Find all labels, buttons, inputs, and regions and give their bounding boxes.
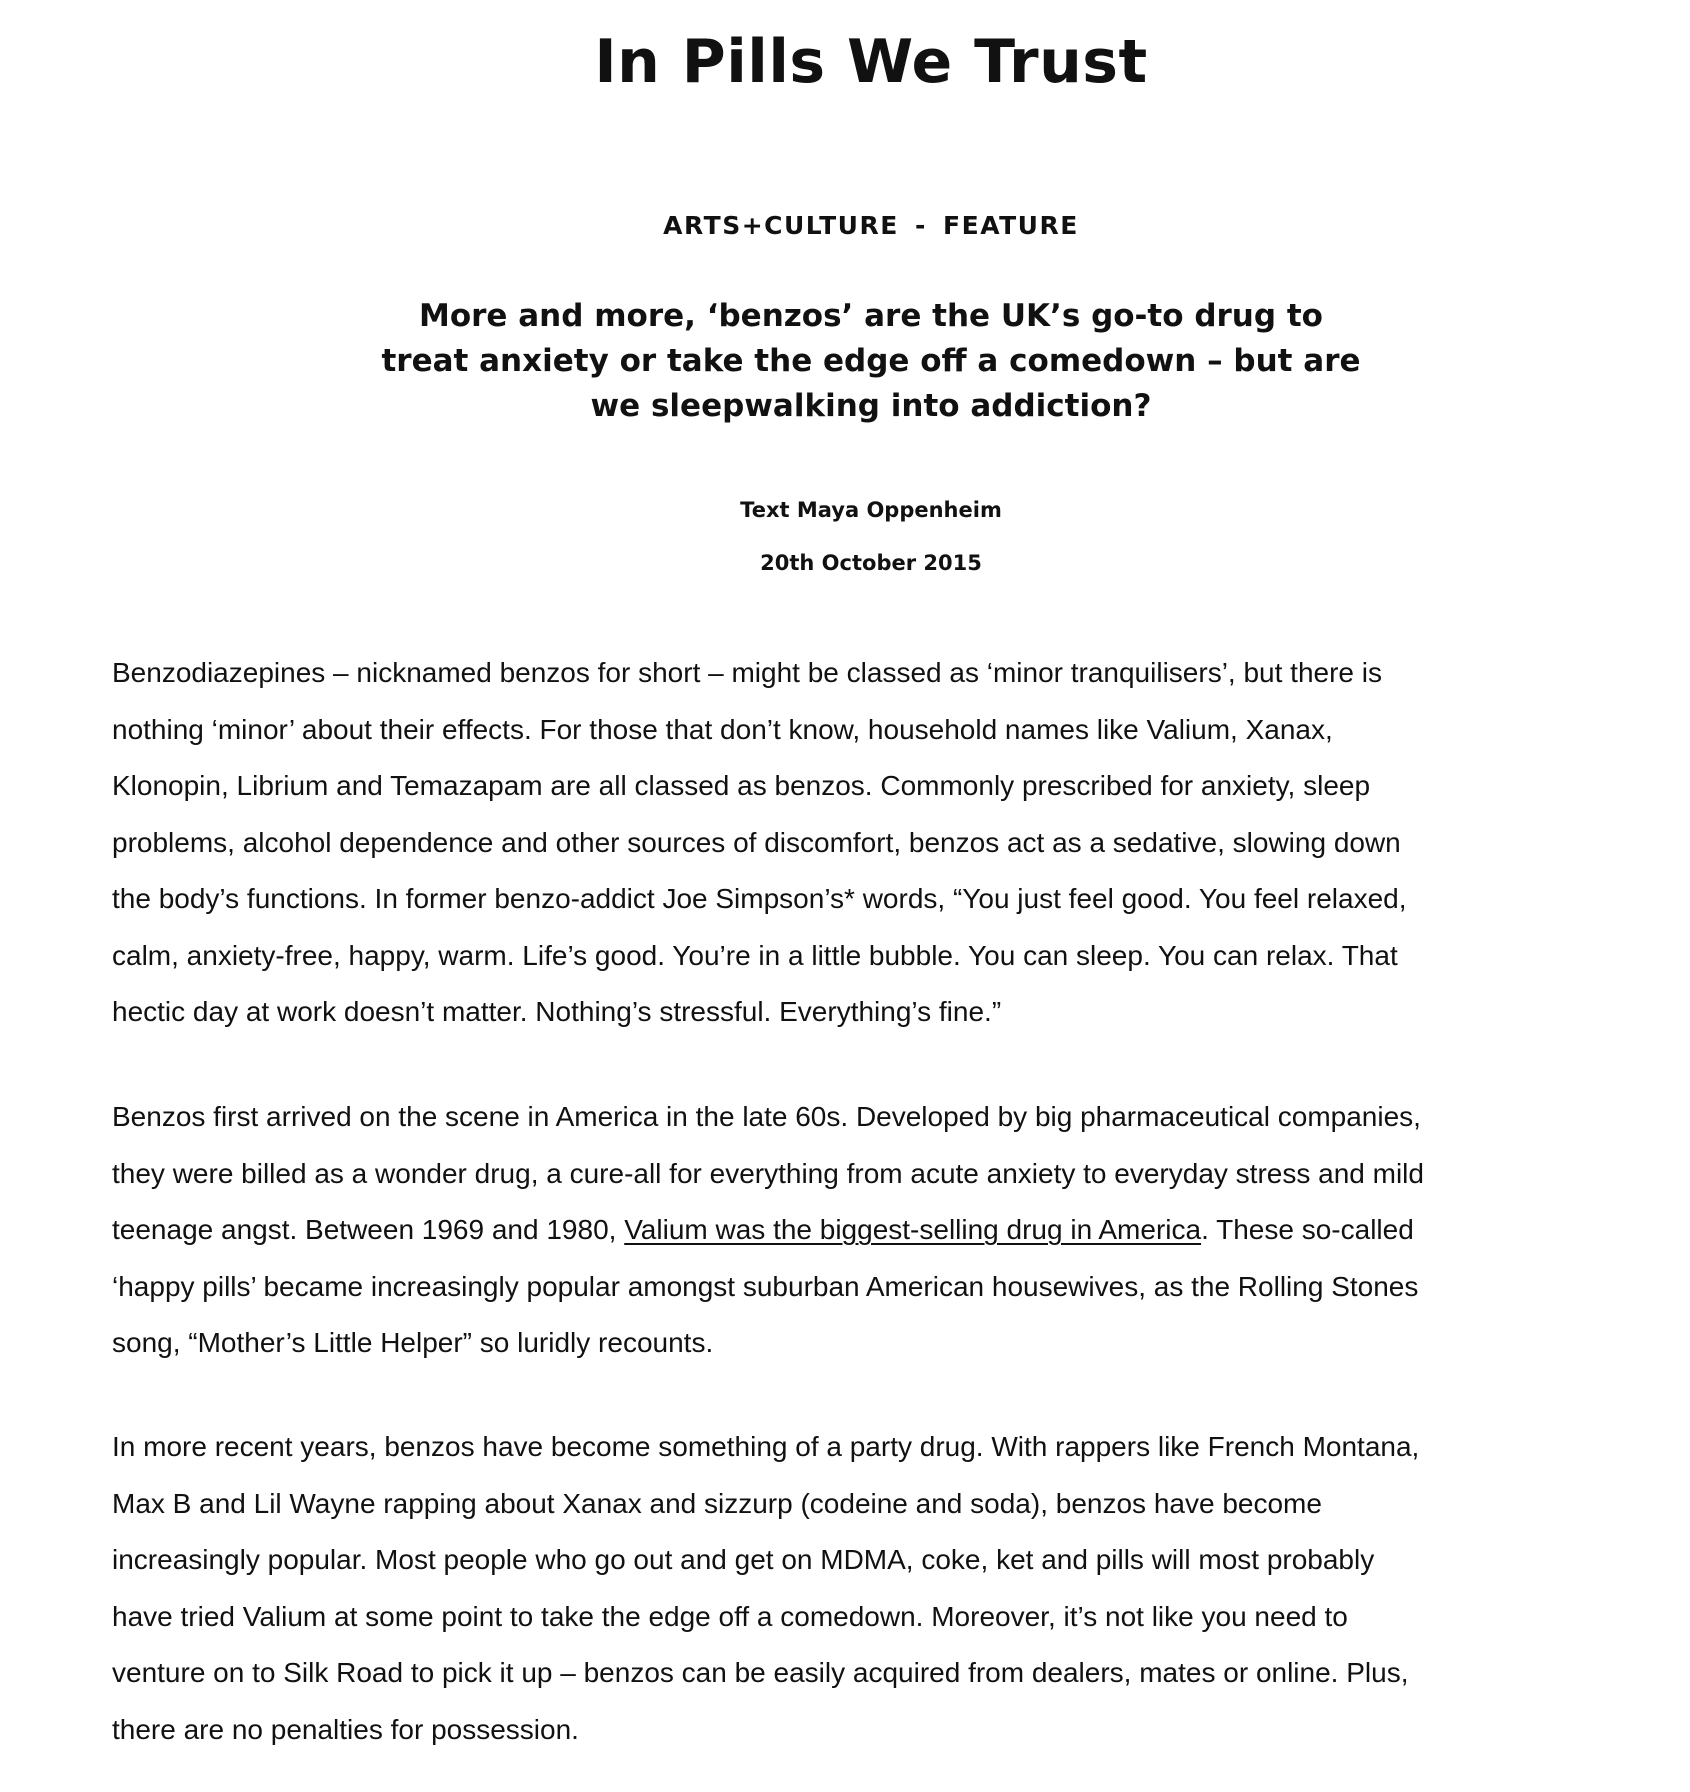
publish-date: 20th October 2015	[760, 551, 982, 575]
standfirst-line: More and more, ‘benzos’ are the UK’s go-to drug to	[419, 298, 1323, 334]
body-paragraph-3	[112, 1419, 1672, 1758]
paragraph-text: teenage angst. Between 1969 and 1980,	[112, 1214, 625, 1245]
paragraph-line: Max B and Lil Wayne rapping about Xanax and sizzurp (codeine and soda), benzos have become	[112, 1487, 1322, 1519]
paragraph-text: . These so-called	[1201, 1214, 1414, 1245]
body-paragraph-1	[112, 645, 1672, 1041]
paragraph-line: problems, alcohol dependence and other sources of discomfort, benzos act as a sedative, slowing down	[112, 826, 1401, 858]
author-byline: Text Maya Oppenheim	[740, 498, 1002, 522]
paragraph-line: ‘happy pills’ became increasingly popular amongst suburban American housewives, as the Rolling Stones	[112, 1270, 1419, 1302]
article-title: In Pills We Trust	[594, 27, 1148, 97]
paragraph-line: venture on to Silk Road to pick it up – benzos can be easily acquired from dealers, mates or online. Plus,	[112, 1657, 1409, 1688]
paragraph-line: Benzos first arrived on the scene in America in the late 60s. Developed by big pharmaceutical companies,	[112, 1101, 1421, 1132]
paragraph-line: increasingly popular. Most people who go out and get on MDMA, coke, ket and pills will most probably	[112, 1544, 1375, 1575]
valium-article-link[interactable]: Valium was the biggest-selling drug in America	[624, 1214, 1202, 1245]
article-standfirst	[0, 294, 1690, 429]
paragraph-line: the body’s functions. In former benzo-addict Joe Simpson’s* words, “You just feel good. You feel relaxed,	[112, 883, 1407, 914]
paragraph-line: hectic day at work doesn’t matter. Nothing’s stressful. Everything’s fine.”	[112, 996, 1002, 1027]
paragraph-line: Klonopin, Librium and Temazapam are all classed as benzos. Commonly prescribed for anxiety, sleep	[112, 770, 1371, 801]
paragraph-line: In more recent years, benzos have become something of a party drug. With rappers like French Montana,	[112, 1431, 1420, 1462]
paragraph-line	[112, 1202, 1672, 1259]
standfirst-line: treat anxiety or take the edge off a comedown – but are	[381, 343, 1361, 379]
paragraph-line: nothing ‘minor’ about their effects. For those that don’t know, household names like Valium, Xanax,	[112, 713, 1333, 745]
paragraph-line: there are no penalties for possession.	[112, 1713, 579, 1745]
paragraph-line: song, “Mother’s Little Helper” so luridly recounts.	[112, 1327, 714, 1358]
paragraph-line: they were billed as a wonder drug, a cure-all for everything from acute anxiety to everyday stress and mild	[112, 1157, 1424, 1189]
body-paragraph-2	[112, 1089, 1672, 1372]
paragraph-line: calm, anxiety-free, happy, warm. Life’s good. You’re in a little bubble. You can sleep. You can relax. That	[112, 939, 1398, 971]
section-label[interactable]: ARTS+CULTURE - FEATURE	[663, 211, 1079, 240]
paragraph-line: Benzodiazepines – nicknamed benzos for short – might be classed as ‘minor tranquilisers’, but there is	[112, 657, 1382, 688]
paragraph-line: have tried Valium at some point to take the edge off a comedown. Moreover, it’s not like you need to	[112, 1600, 1348, 1632]
standfirst-line: we sleepwalking into addiction?	[590, 388, 1152, 424]
